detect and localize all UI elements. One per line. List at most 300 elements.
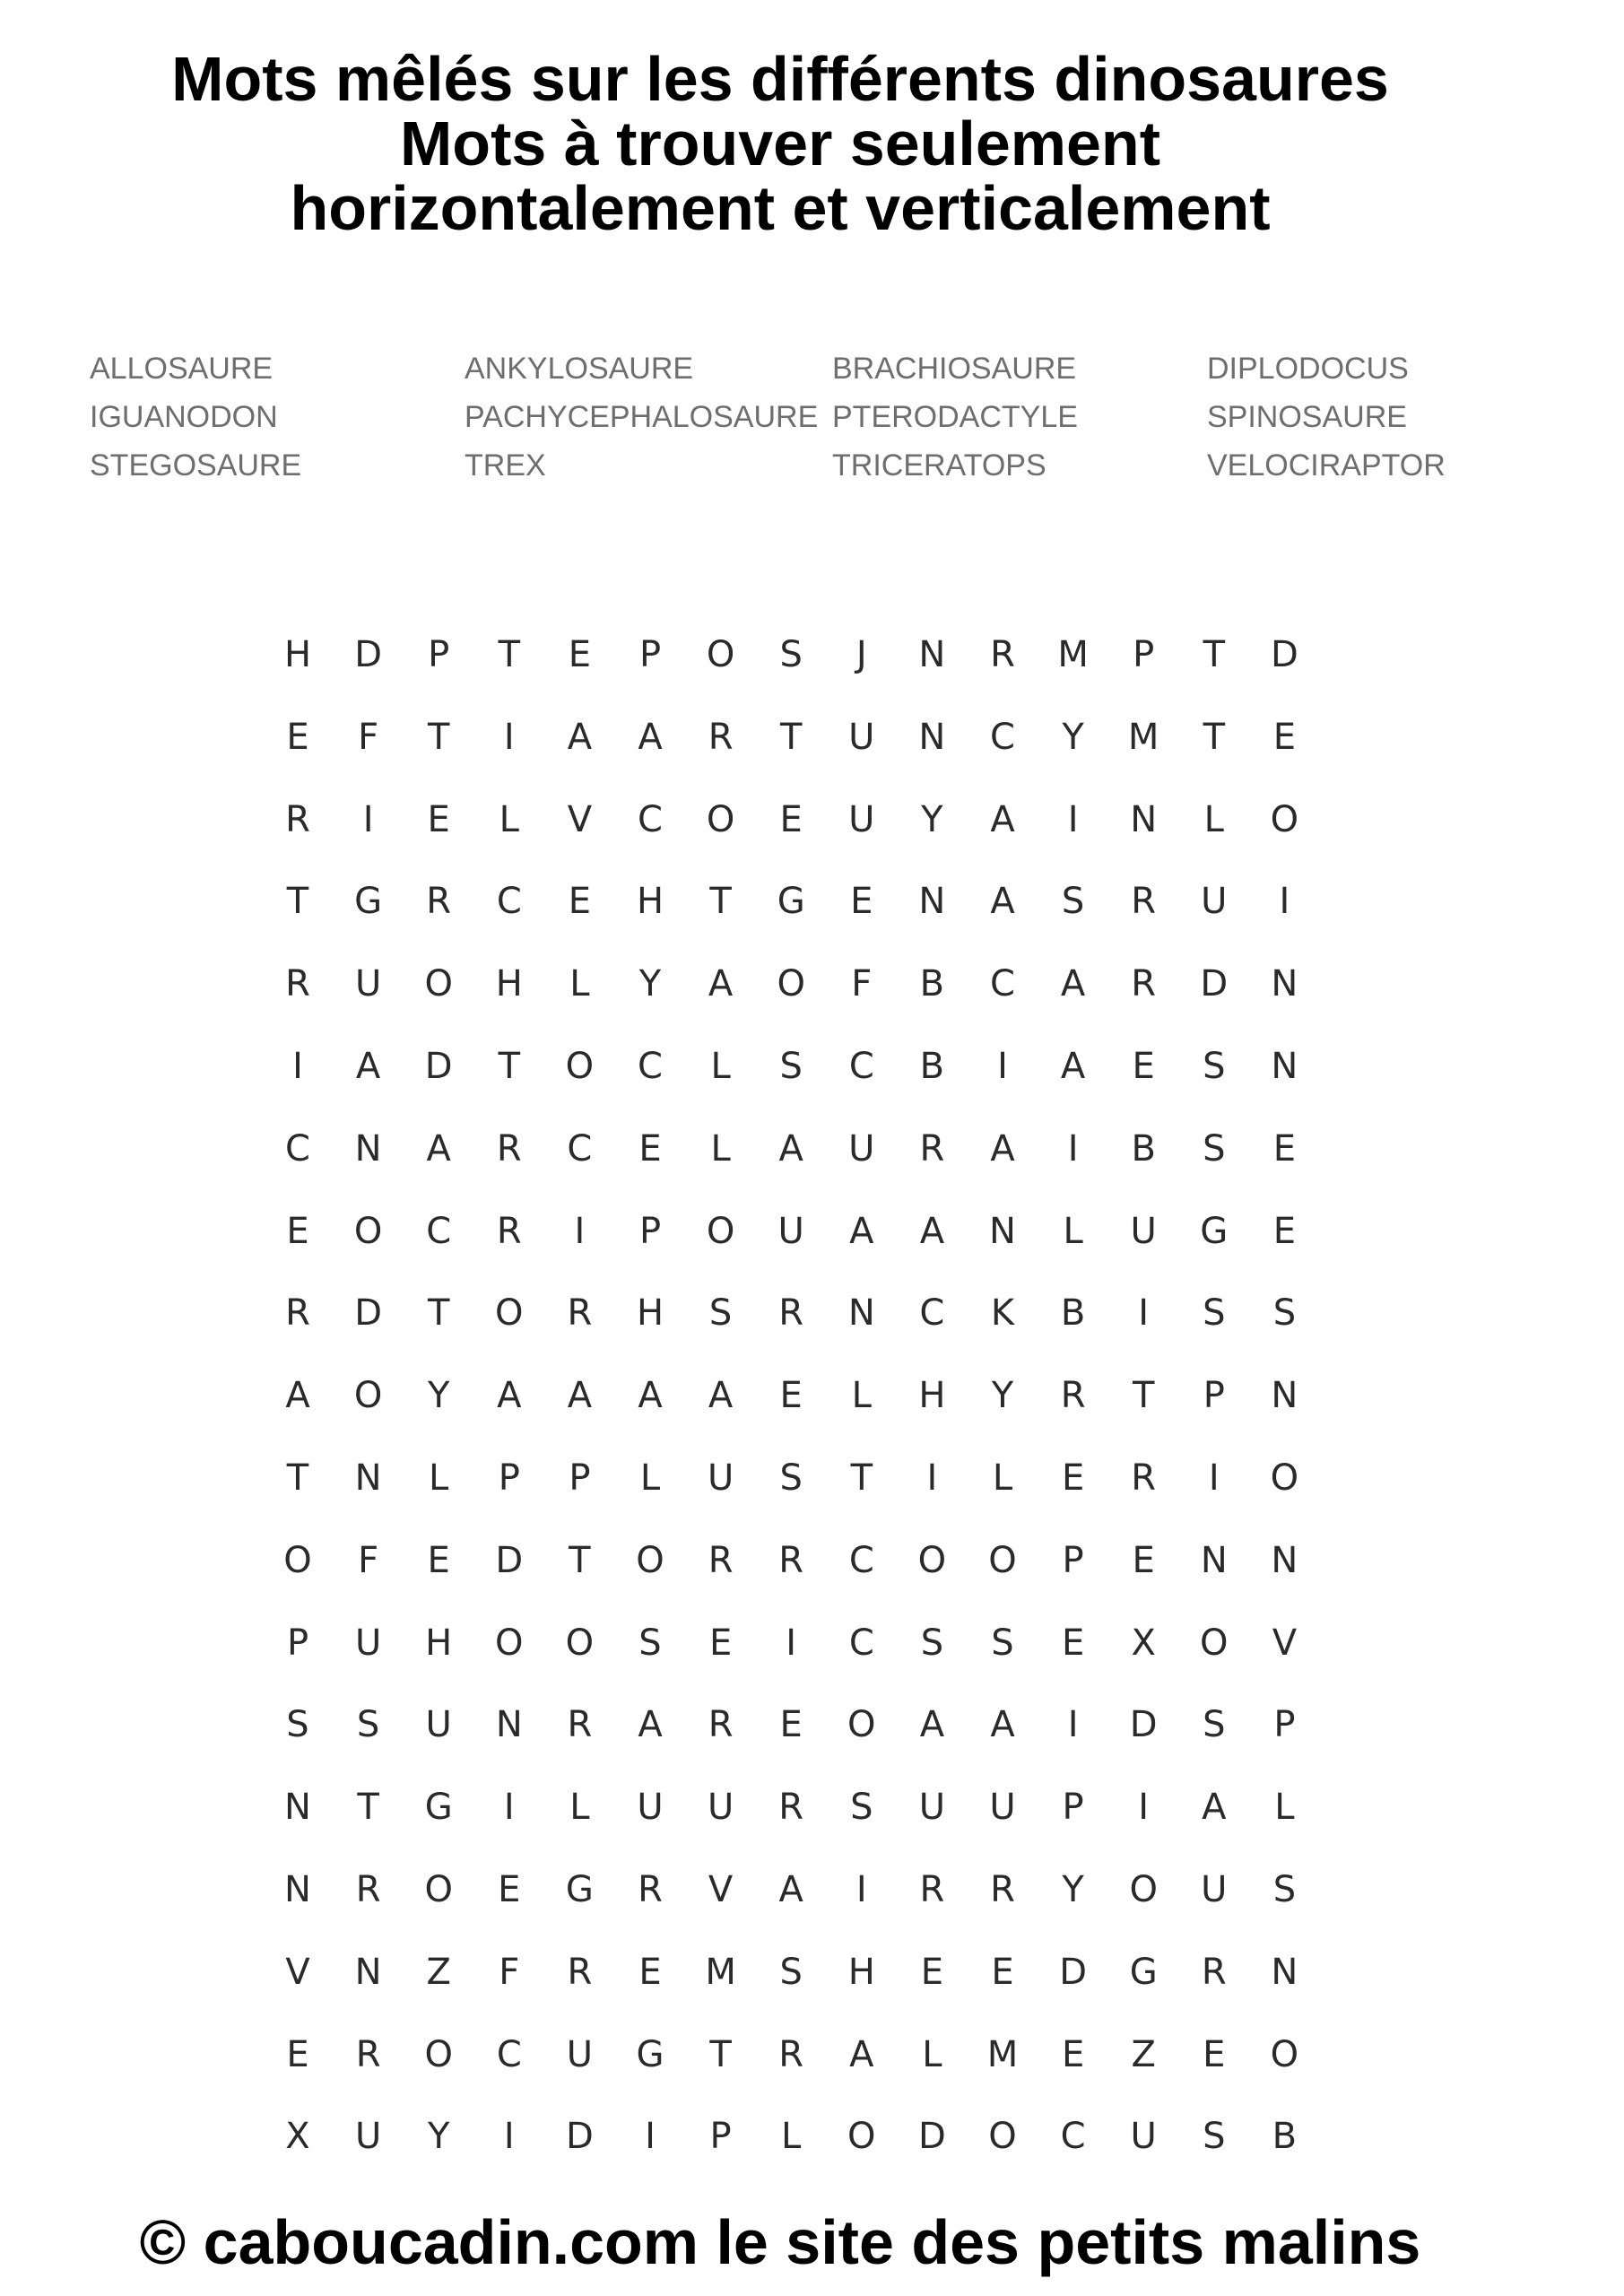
grid-letter: U [354, 963, 382, 1005]
grid-letter: X [285, 2116, 310, 2158]
grid-letter: R [638, 1869, 663, 1910]
grid-letter: N [1271, 1539, 1298, 1581]
grid-letter: D [1200, 963, 1229, 1005]
grid-letter: R [355, 1869, 381, 1910]
grid-letter: A [990, 798, 1015, 840]
grid-letter: I [997, 1046, 1008, 1087]
grid-letter: U [566, 2033, 594, 2075]
grid-letter: C [567, 1127, 593, 1170]
grid-letter: Y [991, 1375, 1014, 1417]
grid-letter: E [1132, 1046, 1155, 1087]
grid-letter: N [1271, 963, 1298, 1005]
grid-letter: S [1203, 2116, 1226, 2158]
grid-letter: C [919, 1292, 945, 1335]
grid-letter: U [1201, 881, 1228, 923]
grid-letter: T [498, 1046, 521, 1087]
grid-letter: Y [921, 798, 943, 840]
grid-letter: D [917, 2116, 946, 2158]
grid-letter: I [855, 1869, 867, 1910]
grid-letter: D [1129, 1704, 1158, 1746]
word-column-4 [1207, 344, 1446, 490]
grid-letter: U [354, 2116, 382, 2158]
grid-letter: T [709, 2033, 732, 2075]
grid-letter: G [354, 881, 383, 923]
grid-letter: P [498, 1457, 520, 1499]
word-item: TREX [465, 448, 546, 483]
grid-letter: L [1063, 1210, 1083, 1252]
word-item: PACHYCEPHALOSAURE [465, 400, 819, 434]
grid-letter: N [495, 1704, 523, 1746]
grid-letter: N [1271, 1046, 1298, 1087]
grid-letter: S [356, 1704, 380, 1746]
grid-letter: S [1061, 881, 1085, 923]
grid-letter: P [1062, 1539, 1084, 1581]
grid-letter: S [1203, 1046, 1226, 1087]
grid-letter: P [638, 634, 662, 675]
grid-letter: E [779, 1704, 803, 1746]
grid-letter: L [851, 1375, 872, 1417]
grid-letter: N [918, 716, 946, 758]
grid-letter: T [427, 716, 450, 758]
grid-letter: T [286, 1457, 309, 1499]
grid-letter: O [283, 1539, 312, 1581]
grid-letter: I [1279, 881, 1290, 923]
grid-letter: T [1203, 634, 1226, 675]
grid-letter: R [990, 634, 1015, 675]
grid-letter: U [848, 798, 875, 840]
grid-letter: P [428, 634, 450, 675]
grid-letter: O [424, 2033, 453, 2075]
grid-letter: R [1131, 1457, 1157, 1499]
grid-letter: N [284, 1787, 311, 1829]
grid-letter: I [1138, 1292, 1150, 1335]
grid-letter: C [990, 963, 1015, 1005]
grid-letter: R [567, 1704, 593, 1746]
word-item: IGUANODON [90, 400, 278, 434]
grid-letter: I [503, 2116, 515, 2158]
grid-letter: Y [638, 963, 662, 1005]
grid-letter: B [1060, 1292, 1086, 1335]
grid-letter: D [1270, 634, 1298, 675]
copyright-footer: © caboucadin.com le site des petits malins [139, 2207, 1421, 2277]
grid-letter: S [920, 1622, 944, 1664]
grid-letter: N [847, 1292, 875, 1335]
grid-letter: E [1061, 1457, 1085, 1499]
grid-letter: I [786, 1622, 797, 1664]
grid-letter: I [1067, 1127, 1079, 1170]
grid-letter: Y [427, 1375, 450, 1417]
grid-letter: E [779, 1375, 803, 1417]
grid-letter: F [358, 1539, 379, 1581]
grid-letter: N [1200, 1539, 1228, 1581]
grid-letter: E [286, 2033, 309, 2075]
word-column-2 [465, 344, 818, 490]
grid-letter: E [1061, 2033, 1085, 2075]
grid-letter: I [292, 1046, 303, 1087]
grid-letter: G [565, 1869, 594, 1910]
grid-letter: C [990, 716, 1015, 758]
grid-letter: L [499, 798, 519, 840]
grid-letter: G [777, 881, 805, 923]
grid-letter: O [777, 963, 805, 1005]
grid-letter: O [495, 1292, 524, 1335]
grid-letter: E [568, 634, 592, 675]
grid-letter: S [779, 634, 803, 675]
grid-letter: O [706, 1210, 735, 1252]
grid-letter: T [357, 1787, 379, 1829]
grid-letter: S [638, 1622, 662, 1664]
grid-letter: S [1203, 1127, 1226, 1170]
grid-letter: A [919, 1704, 945, 1746]
grid-letter: U [1130, 1210, 1157, 1252]
grid-letter: O [636, 1539, 664, 1581]
grid-letter: A [849, 1210, 874, 1252]
grid-letter: N [354, 1127, 382, 1170]
grid-letter: P [638, 1210, 662, 1252]
grid-letter: U [354, 1622, 382, 1664]
grid-letter: L [781, 2116, 802, 2158]
grid-letter: E [991, 1951, 1014, 1993]
grid-letter: U [425, 1704, 452, 1746]
grid-letter: M [986, 2033, 1019, 2075]
grid-letter: T [1132, 1375, 1155, 1417]
title-line-1: Mots mêlés sur les différents dinosaures [171, 44, 1389, 114]
grid-letter: T [498, 634, 521, 675]
grid-letter: U [848, 1127, 875, 1170]
grid-letter: C [496, 881, 522, 923]
grid-letter: A [778, 1127, 803, 1170]
grid-letter: O [353, 1375, 383, 1417]
grid-letter: T [850, 1457, 873, 1499]
word-column-3 [832, 344, 1078, 490]
grid-letter: H [283, 634, 312, 675]
grid-letter: O [847, 2116, 876, 2158]
grid-letter: G [1129, 1951, 1158, 1993]
grid-letter: N [354, 1457, 382, 1499]
grid-letter: T [569, 1539, 591, 1581]
grid-letter: K [990, 1292, 1015, 1335]
grid-letter: O [706, 798, 735, 840]
grid-letter: R [778, 1539, 804, 1581]
grid-letter: S [1203, 1704, 1226, 1746]
grid-letter: A [708, 1375, 734, 1417]
grid-letter: R [919, 1127, 945, 1170]
grid-letter: A [1202, 1787, 1227, 1829]
grid-letter: S [286, 1704, 309, 1746]
grid-letter: I [503, 716, 515, 758]
grid-letter: G [424, 1787, 453, 1829]
grid-letter: C [638, 798, 663, 840]
grid-letter: E [1272, 716, 1297, 758]
grid-letter: H [918, 1375, 946, 1417]
word-item: VELOCIRAPTOR [1207, 448, 1446, 483]
word-column-1 [90, 344, 301, 490]
grid-letter: B [1131, 1127, 1156, 1170]
grid-letter: A [919, 1210, 945, 1252]
grid-letter: L [992, 1457, 1013, 1499]
grid-letter: L [1203, 798, 1224, 840]
grid-letter: R [778, 1292, 804, 1335]
grid-letter: N [918, 634, 946, 675]
grid-letter: R [778, 1787, 804, 1829]
grid-letter: T [427, 1292, 450, 1335]
grid-letter: R [1201, 1951, 1227, 1993]
grid-letter: E [427, 1539, 450, 1581]
grid-letter: U [918, 1787, 946, 1829]
grid-letter: R [708, 716, 734, 758]
grid-letter: R [285, 963, 310, 1005]
word-item: ALLOSAURE [90, 352, 274, 386]
grid-letter: P [709, 2116, 732, 2158]
grid-letter: I [645, 2116, 656, 2158]
grid-letter: O [988, 1539, 1017, 1581]
grid-letter: I [926, 1457, 938, 1499]
grid-letter: R [919, 1869, 945, 1910]
grid-letter: A [990, 1127, 1015, 1170]
grid-letter: I [362, 798, 374, 840]
grid-letter: O [353, 1210, 383, 1252]
grid-letter: A [1060, 1046, 1086, 1087]
grid-letter: R [567, 1951, 593, 1993]
grid-letter: Z [426, 1951, 451, 1993]
grid-letter: C [1060, 2116, 1086, 2158]
grid-letter: E [850, 881, 873, 923]
grid-letter: R [496, 1127, 522, 1170]
grid-letter: F [358, 716, 379, 758]
grid-letter: T [709, 881, 732, 923]
grid-letter: S [1272, 1292, 1297, 1335]
grid-letter: S [1272, 1869, 1297, 1910]
grid-letter: M [1057, 634, 1089, 675]
grid-letter: U [1130, 2116, 1157, 2158]
grid-letter: N [354, 1951, 382, 1993]
grid-letter: R [567, 1292, 593, 1335]
grid-letter: R [285, 1292, 310, 1335]
grid-letter: S [850, 1787, 873, 1829]
grid-letter: P [1062, 1787, 1084, 1829]
grid-letter: E [427, 798, 450, 840]
grid-letter: Y [1062, 716, 1084, 758]
grid-letter: C [638, 1046, 663, 1087]
grid-letter: Z [1131, 2033, 1156, 2075]
word-item: DIPLODOCUS [1207, 352, 1409, 386]
grid-letter: V [285, 1951, 310, 1993]
grid-letter: R [778, 2033, 804, 2075]
grid-letter: S [991, 1622, 1014, 1664]
grid-letter: O [847, 1704, 876, 1746]
grid-letter: O [988, 2116, 1017, 2158]
grid-letter: M [705, 1951, 736, 1993]
grid-letter: L [922, 2033, 942, 2075]
grid-letter: S [708, 1292, 733, 1335]
grid-letter: A [567, 1375, 593, 1417]
grid-letter: I [1067, 798, 1079, 840]
grid-letter: A [990, 881, 1015, 923]
grid-letter: S [779, 1046, 803, 1087]
grid-letter: O [1129, 1869, 1158, 1910]
grid-letter: O [706, 634, 735, 675]
grid-letter: V [708, 1869, 734, 1910]
grid-letter: R [708, 1539, 734, 1581]
grid-letter: H [847, 1951, 875, 1993]
grid-letter: E [1272, 1127, 1297, 1170]
grid-letter: H [636, 881, 664, 923]
grid-letter: B [1272, 2116, 1298, 2158]
grid-letter: U [707, 1787, 734, 1829]
grid-letter: E [708, 1622, 733, 1664]
grid-letter: U [848, 716, 875, 758]
word-item: ANKYLOSAURE [465, 352, 694, 386]
grid-letter: C [426, 1210, 452, 1252]
grid-letter: O [424, 963, 453, 1005]
grid-letter: R [708, 1704, 734, 1746]
grid-letter: D [354, 634, 382, 675]
grid-letter: D [354, 1292, 382, 1335]
grid-letter: H [636, 1292, 664, 1335]
grid-letter: L [569, 963, 590, 1005]
grid-letter: L [639, 1457, 661, 1499]
grid-letter: S [779, 1457, 803, 1499]
grid-letter: N [1271, 1951, 1298, 1993]
grid-letter: X [1131, 1622, 1156, 1664]
grid-letter: C [285, 1127, 310, 1170]
grid-letter: G [1200, 1210, 1229, 1252]
title-line-3: horizontalement et verticalement [290, 173, 1271, 243]
grid-letter: E [1272, 1210, 1297, 1252]
grid-letter: E [638, 1127, 662, 1170]
grid-letter: E [1061, 1622, 1085, 1664]
grid-letter: U [707, 1457, 734, 1499]
grid-letter: P [1133, 634, 1155, 675]
grid-letter: R [1060, 1375, 1086, 1417]
grid-letter: I [1138, 1787, 1150, 1829]
grid-letter: E [920, 1951, 944, 1993]
grid-letter: N [284, 1869, 311, 1910]
grid-letter: Y [1062, 1869, 1084, 1910]
letter-grid [271, 628, 1320, 2158]
grid-letter: A [778, 1869, 803, 1910]
grid-letter: R [1131, 881, 1157, 923]
grid-letter: D [495, 1539, 524, 1581]
grid-letter: L [429, 1457, 449, 1499]
grid-letter: A [638, 1704, 663, 1746]
grid-letter: U [989, 1787, 1016, 1829]
grid-letter: N [1130, 798, 1158, 840]
grid-letter: B [919, 1046, 945, 1087]
grid-letter: T [286, 881, 309, 923]
grid-letter: R [285, 798, 310, 840]
grid-letter: A [990, 1704, 1015, 1746]
grid-letter: V [567, 798, 593, 840]
grid-letter: P [1203, 1375, 1225, 1417]
grid-letter: A [426, 1127, 451, 1170]
grid-letter: A [849, 2033, 874, 2075]
grid-letter: R [990, 1869, 1015, 1910]
grid-letter: V [1272, 1622, 1298, 1664]
grid-letter: R [355, 2033, 381, 2075]
grid-letter: N [918, 881, 946, 923]
grid-letter: O [917, 1539, 947, 1581]
grid-letter: I [574, 1210, 586, 1252]
grid-letter: A [497, 1375, 522, 1417]
grid-letter: E [286, 1210, 309, 1252]
grid-letter: U [777, 1210, 804, 1252]
grid-letter: M [1127, 716, 1159, 758]
grid-letter: A [567, 716, 593, 758]
grid-letter: C [848, 1539, 874, 1581]
word-item: BRACHIOSAURE [832, 352, 1077, 386]
grid-letter: I [1067, 1704, 1079, 1746]
grid-letter: J [855, 634, 867, 675]
grid-letter: E [568, 881, 592, 923]
word-item: SPINOSAURE [1207, 400, 1407, 434]
grid-letter: O [565, 1622, 595, 1664]
grid-letter: U [1201, 1869, 1228, 1910]
grid-letter: A [638, 716, 663, 758]
grid-letter: H [495, 963, 523, 1005]
grid-letter: E [1132, 1539, 1155, 1581]
grid-letter: L [710, 1046, 731, 1087]
grid-letter: O [565, 1046, 595, 1087]
grid-letter: Y [427, 2116, 450, 2158]
grid-letter: F [499, 1951, 520, 1993]
grid-letter: D [1059, 1951, 1087, 1993]
grid-letter: S [779, 1951, 803, 1993]
grid-letter: H [425, 1622, 453, 1664]
grid-letter: O [1200, 1622, 1229, 1664]
grid-letter: E [1203, 2033, 1226, 2075]
grid-letter: L [710, 1127, 731, 1170]
grid-letter: E [779, 798, 803, 840]
grid-letter: E [498, 1869, 521, 1910]
grid-letter: F [851, 963, 873, 1005]
grid-letter: D [565, 2116, 594, 2158]
grid-letter: P [569, 1457, 591, 1499]
grid-letter: L [569, 1787, 590, 1829]
grid-letter: G [636, 2033, 664, 2075]
word-item: PTERODACTYLE [832, 400, 1078, 434]
grid-letter: O [424, 1869, 453, 1910]
grid-letter: R [1131, 963, 1157, 1005]
grid-letter: E [286, 716, 309, 758]
grid-letter: R [496, 1210, 522, 1252]
grid-letter: L [1274, 1787, 1295, 1829]
grid-letter: O [1270, 1457, 1299, 1499]
grid-letter: A [1060, 963, 1086, 1005]
grid-letter: O [495, 1622, 524, 1664]
grid-letter: E [638, 1951, 662, 1993]
word-item: TRICERATOPS [832, 448, 1046, 483]
grid-letter: T [779, 716, 803, 758]
grid-letter: N [989, 1210, 1016, 1252]
grid-letter: D [424, 1046, 453, 1087]
grid-letter: A [638, 1375, 663, 1417]
grid-letter: P [1273, 1704, 1296, 1746]
grid-letter: C [848, 1046, 874, 1087]
grid-letter: A [355, 1046, 381, 1087]
grid-letter: I [1208, 1457, 1220, 1499]
grid-letter: C [496, 2033, 522, 2075]
grid-letter: A [285, 1375, 310, 1417]
grid-letter: I [503, 1787, 515, 1829]
worksheet-title [0, 44, 1560, 243]
grid-letter: P [286, 1622, 309, 1664]
grid-letter: C [848, 1622, 874, 1664]
grid-letter: R [426, 881, 452, 923]
grid-letter: B [919, 963, 945, 1005]
grid-letter: O [1270, 2033, 1299, 2075]
grid-letter: U [637, 1787, 664, 1829]
